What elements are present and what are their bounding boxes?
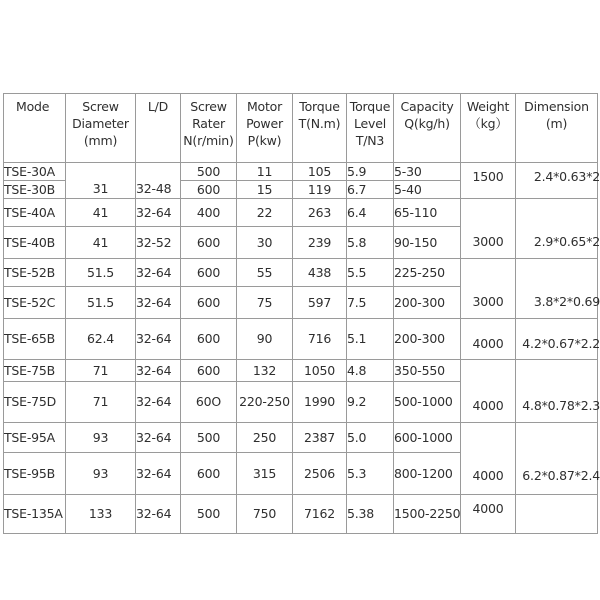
diameter-cell — [66, 319, 136, 360]
power-cell — [237, 319, 293, 360]
header-label: Motor — [246, 99, 283, 114]
speed-cell — [181, 163, 237, 181]
torque-value: 263 — [307, 204, 332, 220]
dimension-value: 2.9*0.65*2 — [533, 234, 600, 249]
speed-value: 500 — [196, 163, 221, 179]
power-cell — [237, 287, 293, 319]
ld-cell — [136, 287, 181, 319]
weight-value: 4000 — [472, 501, 504, 516]
weight-value: 1500 — [472, 169, 504, 184]
diameter-value: 41 — [92, 204, 109, 220]
speed-value: 600 — [196, 362, 221, 378]
header-cell — [181, 94, 237, 163]
weight-cell — [461, 360, 516, 423]
capacity-value: 5-30 — [394, 163, 422, 179]
speed-value: 600 — [196, 264, 221, 280]
weight-cell — [461, 163, 516, 199]
model-value: TSE-65B — [4, 331, 56, 346]
diameter-cell — [66, 181, 136, 199]
speed-cell — [181, 495, 237, 534]
capacity-cell — [394, 382, 461, 423]
torque-cell — [293, 453, 347, 495]
torque-value: 597 — [307, 294, 332, 310]
speed-cell — [181, 181, 237, 199]
capacity-value: 350-550 — [394, 362, 445, 378]
torque-level-cell — [347, 287, 394, 319]
diameter-cell — [66, 199, 136, 227]
speed-value: 600 — [196, 294, 221, 310]
model-cell — [4, 423, 66, 453]
speed-cell — [181, 382, 237, 423]
model-cell — [4, 287, 66, 319]
model-value: TSE-135A — [4, 506, 63, 521]
torque-value: 119 — [307, 181, 332, 197]
torque-level-value: 5.1 — [347, 331, 367, 346]
dimension-value: 3.8*2*0.69 — [533, 294, 600, 309]
speed-cell — [181, 287, 237, 319]
dimension-cell — [516, 259, 598, 319]
diameter-value: 41 — [92, 234, 109, 250]
weight-cell — [461, 423, 516, 495]
power-cell — [237, 181, 293, 199]
header-label: （kg） — [468, 116, 508, 131]
model-cell — [4, 181, 66, 199]
speed-cell — [181, 423, 237, 453]
ld-cell — [136, 495, 181, 534]
weight-value: 3000 — [472, 234, 504, 249]
torque-level-value: 6.7 — [347, 181, 367, 197]
diameter-cell — [66, 382, 136, 423]
speed-value: 600 — [196, 465, 221, 481]
header-label: L/D — [147, 99, 169, 114]
torque-level-cell — [347, 259, 394, 287]
diameter-value: 51.5 — [86, 264, 115, 280]
power-cell — [237, 495, 293, 534]
diameter-cell — [66, 163, 136, 181]
torque-level-value: 5.38 — [347, 506, 375, 521]
power-value: 11 — [256, 163, 273, 179]
capacity-cell — [394, 453, 461, 495]
torque-cell — [293, 181, 347, 199]
model-cell — [4, 495, 66, 534]
ld-value: 32-64 — [136, 204, 172, 220]
diameter-value: 133 — [88, 506, 113, 521]
diameter-value: 62.4 — [86, 331, 115, 346]
capacity-cell — [394, 181, 461, 199]
diameter-cell — [66, 360, 136, 382]
capacity-value: 600-1000 — [394, 429, 453, 445]
capacity-value: 1500-2250 — [394, 506, 461, 521]
header-cell — [293, 94, 347, 163]
torque-value: 716 — [307, 331, 332, 346]
torque-level-value: 5.0 — [347, 429, 367, 445]
capacity-cell — [394, 319, 461, 360]
header-cell — [237, 94, 293, 163]
ld-cell — [136, 382, 181, 423]
torque-level-cell — [347, 360, 394, 382]
power-cell — [237, 163, 293, 181]
speed-value: 400 — [196, 204, 221, 220]
torque-value: 7162 — [303, 506, 335, 521]
model-cell — [4, 259, 66, 287]
diameter-cell — [66, 453, 136, 495]
torque-cell — [293, 319, 347, 360]
ld-value: 32-64 — [136, 362, 172, 378]
ld-cell — [136, 453, 181, 495]
power-value: 250 — [252, 429, 277, 445]
power-cell — [237, 199, 293, 227]
power-cell — [237, 382, 293, 423]
header-label: N(r/min) — [183, 133, 234, 148]
table-row — [4, 199, 598, 227]
model-cell — [4, 199, 66, 227]
ld-value: 32-64 — [136, 394, 172, 409]
header-cell — [394, 94, 461, 163]
dimension-cell — [516, 199, 598, 259]
model-value: TSE-95B — [4, 465, 56, 481]
diameter-cell — [66, 423, 136, 453]
diameter-cell — [66, 495, 136, 534]
diameter-cell — [66, 227, 136, 259]
torque-level-cell — [347, 163, 394, 181]
power-value: 220-250 — [239, 394, 290, 409]
header-label: Screw — [82, 99, 119, 114]
torque-value: 1050 — [303, 362, 335, 378]
dimension-value: 6.2*0.87*2.4 — [522, 468, 600, 483]
table-row — [4, 360, 598, 382]
speed-value: 600 — [196, 234, 221, 250]
model-cell — [4, 360, 66, 382]
ld-cell — [136, 423, 181, 453]
ld-value: 32-64 — [136, 429, 172, 445]
torque-level-cell — [347, 199, 394, 227]
torque-value: 239 — [307, 234, 332, 250]
ld-value: 32-64 — [136, 465, 172, 481]
table-row — [4, 163, 598, 181]
header-row — [4, 94, 598, 163]
capacity-value: 200-300 — [394, 331, 445, 346]
power-cell — [237, 227, 293, 259]
table-row — [4, 259, 598, 287]
header-label: Power — [246, 116, 283, 131]
weight-value: 4000 — [472, 468, 504, 483]
torque-cell — [293, 199, 347, 227]
capacity-value: 200-300 — [394, 294, 445, 310]
speed-cell — [181, 453, 237, 495]
header-label: Rater — [192, 116, 225, 131]
diameter-value: 31 — [92, 181, 109, 197]
header-cell — [136, 94, 181, 163]
header-label: (mm) — [83, 133, 118, 148]
torque-level-cell — [347, 495, 394, 534]
power-cell — [237, 259, 293, 287]
capacity-value: 90-150 — [394, 234, 438, 250]
torque-cell — [293, 287, 347, 319]
torque-value: 2387 — [303, 429, 335, 445]
torque-level-value: 5.3 — [347, 465, 367, 481]
speed-value: 60O — [195, 394, 222, 409]
ld-cell — [136, 319, 181, 360]
dimension-value: 2.4*0.63*2 — [533, 169, 600, 184]
header-label: Torque — [299, 99, 340, 114]
speed-cell — [181, 259, 237, 287]
header-label: Weight — [466, 99, 510, 114]
capacity-cell — [394, 259, 461, 287]
speed-value: 500 — [196, 429, 221, 445]
model-value: TSE-75D — [4, 394, 57, 409]
header-label: Screw — [190, 99, 227, 114]
speed-cell — [181, 199, 237, 227]
torque-level-cell — [347, 181, 394, 199]
diameter-cell — [66, 287, 136, 319]
header-label: T(N.m) — [298, 116, 341, 131]
torque-cell — [293, 423, 347, 453]
power-cell — [237, 453, 293, 495]
torque-cell — [293, 382, 347, 423]
spec-table — [3, 93, 598, 534]
model-cell — [4, 453, 66, 495]
diameter-value: 71 — [92, 362, 109, 378]
power-value: 22 — [256, 204, 273, 220]
header-label: P(kw) — [247, 133, 282, 148]
ld-cell — [136, 360, 181, 382]
capacity-cell — [394, 495, 461, 534]
ld-value: 32-64 — [136, 331, 172, 346]
ld-cell — [136, 227, 181, 259]
capacity-cell — [394, 423, 461, 453]
diameter-cell — [66, 259, 136, 287]
capacity-cell — [394, 227, 461, 259]
speed-cell — [181, 319, 237, 360]
torque-level-value: 6.4 — [347, 204, 367, 220]
model-cell — [4, 382, 66, 423]
capacity-value: 800-1200 — [394, 465, 453, 481]
power-value: 90 — [256, 331, 273, 346]
model-value: TSE-52B — [4, 264, 56, 280]
torque-level-value: 9.2 — [347, 394, 367, 409]
capacity-cell — [394, 199, 461, 227]
torque-level-value: 5.5 — [347, 264, 367, 280]
torque-cell — [293, 227, 347, 259]
speed-value: 600 — [196, 331, 221, 346]
header-cell — [347, 94, 394, 163]
diameter-value: 93 — [92, 465, 109, 481]
model-value: TSE-30A — [4, 163, 56, 179]
capacity-value: 65-110 — [394, 204, 438, 220]
ld-cell — [136, 199, 181, 227]
dimension-value: 4.8*0.78*2.3 — [522, 398, 600, 413]
model-cell — [4, 319, 66, 360]
power-value: 15 — [256, 181, 273, 197]
torque-level-value: 7.5 — [347, 294, 367, 310]
header-label: Diameter — [72, 116, 129, 131]
weight-value: 4000 — [472, 336, 504, 351]
model-value: TSE-40A — [4, 204, 56, 220]
header-cell — [461, 94, 516, 163]
weight-cell — [461, 495, 516, 534]
speed-cell — [181, 360, 237, 382]
ld-cell — [136, 163, 181, 181]
diameter-value: 93 — [92, 429, 109, 445]
torque-value: 105 — [307, 163, 332, 179]
header-cell — [66, 94, 136, 163]
model-value: TSE-52C — [4, 294, 56, 310]
speed-value: 500 — [196, 506, 221, 521]
header-cell — [4, 94, 66, 163]
speed-cell — [181, 227, 237, 259]
torque-cell — [293, 360, 347, 382]
header-label: (m) — [545, 116, 568, 131]
model-value: TSE-95A — [4, 429, 56, 445]
capacity-value: 5-40 — [394, 181, 422, 197]
weight-cell — [461, 259, 516, 319]
speed-value: 600 — [196, 181, 221, 197]
dimension-cell — [516, 423, 598, 495]
torque-level-cell — [347, 227, 394, 259]
model-cell — [4, 227, 66, 259]
torque-cell — [293, 163, 347, 181]
model-value: TSE-30B — [4, 181, 56, 197]
weight-value: 3000 — [472, 294, 504, 309]
ld-value: 32-64 — [136, 264, 172, 280]
header-cell — [516, 94, 598, 163]
header-label: T/N3 — [355, 133, 385, 148]
ld-value: 32-64 — [136, 506, 172, 521]
torque-value: 2506 — [303, 465, 335, 481]
torque-level-cell — [347, 382, 394, 423]
capacity-value: 500-1000 — [394, 394, 453, 409]
torque-value: 438 — [307, 264, 332, 280]
power-value: 750 — [252, 506, 277, 521]
power-value: 30 — [256, 234, 273, 250]
header-label: Capacity — [400, 99, 454, 114]
torque-level-cell — [347, 319, 394, 360]
torque-cell — [293, 259, 347, 287]
dimension-cell — [516, 360, 598, 423]
diameter-value: 51.5 — [86, 294, 115, 310]
model-cell — [4, 163, 66, 181]
ld-value: 32-52 — [136, 234, 172, 250]
dimension-cell — [516, 163, 598, 199]
model-value: TSE-40B — [4, 234, 56, 250]
capacity-value: 225-250 — [394, 264, 445, 280]
diameter-value: 71 — [92, 394, 109, 409]
dimension-cell — [516, 495, 598, 534]
capacity-cell — [394, 287, 461, 319]
power-value: 315 — [252, 465, 277, 481]
header-label: Level — [354, 116, 386, 131]
ld-cell — [136, 181, 181, 199]
power-cell — [237, 360, 293, 382]
weight-cell — [461, 319, 516, 360]
table-row — [4, 319, 598, 360]
ld-value: 32-64 — [136, 294, 172, 310]
torque-level-value: 5.9 — [347, 163, 367, 179]
dimension-cell — [516, 319, 598, 360]
header-label: Q(kg/h) — [404, 116, 450, 131]
torque-level-cell — [347, 423, 394, 453]
weight-value: 4000 — [472, 398, 504, 413]
header-label: Mode — [16, 99, 50, 114]
torque-value: 1990 — [303, 394, 335, 409]
table-row — [4, 495, 598, 534]
power-value: 75 — [256, 294, 273, 310]
dimension-value: 4.2*0.67*2.2 — [522, 336, 600, 351]
model-value: TSE-75B — [4, 362, 56, 378]
power-value: 55 — [256, 264, 273, 280]
capacity-cell — [394, 163, 461, 181]
table-row — [4, 423, 598, 453]
power-cell — [237, 423, 293, 453]
table-body — [4, 163, 598, 534]
power-value: 132 — [252, 362, 277, 378]
capacity-cell — [394, 360, 461, 382]
ld-value: 32-48 — [136, 181, 172, 197]
header-label: Dimension — [524, 99, 589, 114]
torque-level-cell — [347, 453, 394, 495]
torque-cell — [293, 495, 347, 534]
weight-cell — [461, 199, 516, 259]
torque-level-value: 4.8 — [347, 362, 367, 378]
header-label: Torque — [349, 99, 391, 114]
torque-level-value: 5.8 — [347, 234, 367, 250]
ld-cell — [136, 259, 181, 287]
